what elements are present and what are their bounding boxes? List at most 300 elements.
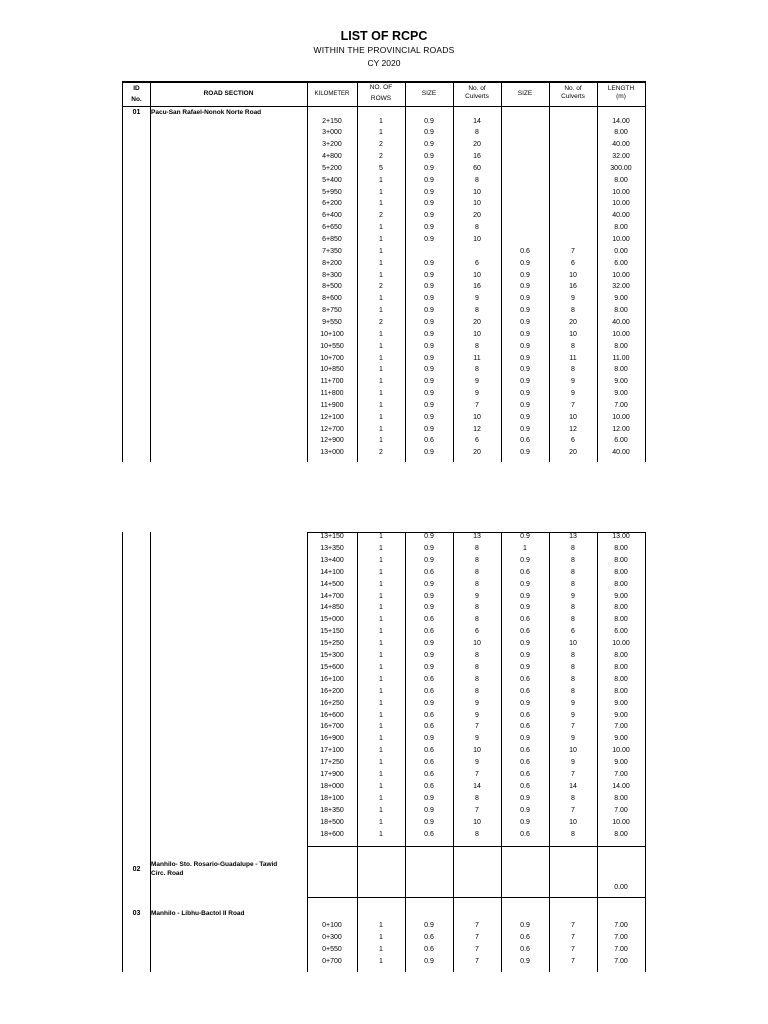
cell-rows: 1 (379, 390, 383, 398)
cell-kilometer: 11+800 (320, 390, 344, 398)
header-size-1: SIZE (421, 90, 437, 97)
cell-rows: 1 (379, 259, 383, 267)
cell-rows: 1 (379, 640, 383, 648)
column-divider (645, 81, 646, 462)
cell-culverts-1: 7 (475, 957, 479, 965)
cell-length: 12.00 (612, 425, 630, 433)
cell-length: 6.00 (614, 259, 628, 267)
cell-length: 8.00 (614, 652, 628, 659)
cell-rows: 1 (379, 818, 383, 826)
cell-kilometer: 13+400 (320, 556, 344, 564)
cell-size-2: 1 (523, 544, 527, 552)
cell-size-2: 0.9 (520, 806, 530, 814)
cell-size-1: 0.6 (424, 568, 434, 576)
cell-culverts-2: 8 (571, 687, 575, 695)
cell-culverts-2: 16 (569, 283, 577, 291)
cell-length: 14.00 (612, 782, 630, 790)
cell-rows: 1 (379, 652, 383, 659)
cell-size-2: 0.9 (520, 794, 530, 802)
cell-kilometer: 15+300 (320, 652, 344, 659)
cell-rows: 1 (379, 556, 383, 564)
cell-rows: 2 (379, 449, 383, 457)
cell-size-1: 0.9 (424, 176, 434, 184)
road-id-01: 01 (132, 109, 141, 116)
cell-length: 10.00 (612, 330, 630, 338)
cell-kilometer: 3+200 (322, 141, 342, 149)
cell-size-1: 0.9 (424, 413, 434, 421)
cell-size-1: 0.6 (424, 771, 434, 778)
column-divider (122, 81, 123, 462)
cell-culverts-1: 9 (475, 295, 479, 303)
road-id-03: 03 (132, 910, 141, 917)
cell-rows: 2 (379, 283, 383, 291)
cell-rows: 1 (379, 330, 383, 338)
cell-rows: 1 (379, 401, 383, 409)
section-divider (307, 846, 645, 847)
cell-kilometer: 5+950 (322, 188, 342, 196)
cell-size-1: 0.9 (424, 401, 434, 409)
cell-rows: 1 (379, 616, 383, 624)
cell-kilometer: 3+000 (322, 129, 342, 137)
cell-culverts-1: 8 (475, 652, 479, 659)
cell-culverts-2: 8 (571, 366, 575, 374)
cell-culverts-2: 13 (569, 533, 577, 540)
cell-rows: 1 (379, 687, 383, 695)
cell-length: 7.00 (614, 957, 628, 965)
cell-kilometer: 10+700 (320, 354, 344, 362)
cell-rows: 1 (379, 794, 383, 802)
column-divider (645, 532, 646, 972)
cell-size-2: 0.9 (520, 922, 530, 929)
cell-culverts-1: 20 (473, 318, 481, 326)
cell-size-1: 0.9 (424, 236, 434, 243)
cell-size-1: 0.9 (424, 592, 434, 600)
cell-size-2: 0.9 (520, 957, 530, 965)
cell-size-2: 0.6 (520, 247, 530, 255)
cell-size-1: 0.9 (424, 318, 434, 326)
cell-kilometer: 16+700 (320, 723, 344, 731)
cell-size-1: 0.9 (424, 533, 434, 540)
cell-culverts-2: 9 (571, 699, 575, 707)
cell-kilometer: 6+400 (322, 212, 342, 220)
cell-culverts-1: 10 (473, 747, 481, 755)
cell-culverts-1: 8 (475, 675, 479, 683)
cell-rows: 1 (379, 723, 383, 731)
header-bottom-border (122, 106, 645, 107)
cell-kilometer: 16+900 (320, 735, 344, 743)
cell-rows: 1 (379, 782, 383, 790)
cell-length: 9.00 (614, 295, 628, 303)
cell-culverts-1: 10 (473, 413, 481, 421)
cell-length: 10.00 (612, 188, 630, 196)
cell-culverts-2: 8 (571, 580, 575, 588)
cell-size-2: 0.9 (520, 318, 530, 326)
cell-size-1: 0.6 (424, 759, 434, 767)
cell-rows: 1 (379, 342, 383, 350)
cell-culverts-2: 6 (571, 437, 575, 445)
cell-culverts-1: 10 (473, 330, 481, 338)
cell-culverts-2: 10 (569, 747, 577, 755)
cell-kilometer: 14+100 (320, 568, 344, 576)
cell-size-2: 0.6 (520, 830, 530, 838)
cell-culverts-1: 8 (475, 830, 479, 838)
cell-kilometer: 4+800 (322, 153, 342, 161)
cell-culverts-1: 9 (475, 759, 479, 767)
cell-length: 9.00 (614, 711, 628, 719)
cell-length: 6.00 (614, 437, 628, 445)
cell-rows: 1 (379, 628, 383, 636)
cell-culverts-1: 7 (475, 933, 479, 941)
cell-kilometer: 13+000 (320, 449, 344, 457)
cell-culverts-2: 8 (571, 830, 575, 838)
cell-length: 8.00 (614, 663, 628, 671)
cell-size-1: 0.9 (424, 188, 434, 196)
cell-kilometer: 8+500 (322, 283, 342, 291)
cell-size-2: 0.6 (520, 687, 530, 695)
cell-size-1: 0.6 (424, 723, 434, 731)
cell-rows: 1 (379, 568, 383, 576)
road-name-02: Manhilo- Sto. Rosario-Guadalupe - Tawid Circ. Road (151, 861, 278, 877)
cell-length: 8.00 (614, 568, 628, 576)
cell-culverts-1: 7 (475, 723, 479, 731)
cell-length: 7.00 (614, 945, 628, 953)
column-divider (122, 532, 123, 972)
cell-culverts-1: 6 (475, 628, 479, 636)
cell-rows: 1 (379, 176, 383, 184)
cell-size-1: 0.9 (424, 544, 434, 552)
cell-length: 7.00 (614, 771, 628, 778)
cell-rows: 5 (379, 164, 383, 172)
cell-size-1: 0.9 (424, 307, 434, 315)
cell-size-1: 0.6 (424, 437, 434, 445)
cell-culverts-1: 14 (473, 117, 481, 125)
cell-size-1: 0.9 (424, 354, 434, 362)
cell-size-1: 0.6 (424, 945, 434, 953)
cell-length: 300.00 (610, 164, 632, 172)
cell-rows: 1 (379, 378, 383, 386)
cell-rows: 1 (379, 437, 383, 445)
cell-kilometer: 11+900 (320, 401, 344, 409)
cell-size-2: 0.9 (520, 425, 530, 433)
cell-size-1: 0.9 (424, 806, 434, 814)
cell-size-2: 0.9 (520, 401, 530, 409)
header-culverts-1: No. of Culverts (465, 85, 489, 100)
cell-size-1: 0.9 (424, 390, 434, 398)
cell-culverts-1: 8 (475, 663, 479, 671)
cell-length: 9.00 (614, 378, 628, 386)
cell-rows: 1 (379, 922, 383, 929)
cell-kilometer: 16+100 (320, 675, 344, 683)
cell-culverts-2: 11 (569, 354, 577, 362)
cell-culverts-1: 10 (473, 640, 481, 648)
cell-length: 8.00 (614, 616, 628, 624)
cell-rows: 1 (379, 933, 383, 941)
cell-rows: 1 (379, 236, 383, 243)
cell-kilometer: 10+850 (320, 366, 344, 374)
cell-culverts-1: 8 (475, 307, 479, 315)
cell-culverts-1: 10 (473, 188, 481, 196)
cell-length: 8.00 (614, 556, 628, 564)
cell-size-2: 0.6 (520, 568, 530, 576)
cell-rows: 2 (379, 318, 383, 326)
cell-rows: 1 (379, 747, 383, 755)
header-road-section: ROAD SECTION (203, 90, 254, 97)
cell-size-2: 0.9 (520, 330, 530, 338)
cell-culverts-1: 8 (475, 224, 479, 232)
cell-length: 40.00 (612, 212, 630, 220)
cell-kilometer: 12+700 (320, 425, 344, 433)
cell-length: 10.00 (612, 200, 630, 208)
cell-size-1: 0.9 (424, 117, 434, 125)
cell-kilometer: 15+600 (320, 663, 344, 671)
cell-culverts-2: 9 (571, 735, 575, 743)
cell-culverts-1: 9 (475, 711, 479, 719)
cell-length: 14.00 (612, 117, 630, 125)
cell-rows: 1 (379, 544, 383, 552)
cell-culverts-1: 8 (475, 604, 479, 612)
cell-rows: 1 (379, 945, 383, 953)
cell-size-2: 0.9 (520, 259, 530, 267)
cell-length: 8.00 (614, 675, 628, 683)
cell-kilometer: 17+250 (320, 759, 344, 767)
cell-length: 8.00 (614, 580, 628, 588)
cell-size-2: 0.6 (520, 628, 530, 636)
cell-size-2: 0.9 (520, 366, 530, 374)
cell-size-1: 0.9 (424, 818, 434, 826)
cell-culverts-2: 9 (571, 592, 575, 600)
cell-kilometer: 14+850 (320, 604, 344, 612)
cell-culverts-2: 8 (571, 675, 575, 683)
cell-culverts-1: 20 (473, 141, 481, 149)
cell-culverts-1: 7 (475, 945, 479, 953)
header-no-of-rows: NO. OF ROWS (369, 84, 393, 102)
cell-culverts-2: 8 (571, 663, 575, 671)
cell-kilometer: 12+900 (320, 437, 344, 445)
cell-culverts-1: 7 (475, 806, 479, 814)
cell-kilometer: 11+700 (320, 378, 344, 386)
cell-rows: 1 (379, 129, 383, 137)
cell-culverts-2: 7 (571, 771, 575, 778)
cell-length: 9.00 (614, 390, 628, 398)
cell-kilometer: 8+200 (322, 259, 342, 267)
cell-size-1: 0.9 (424, 425, 434, 433)
page-subtitle: WITHIN THE PROVINCIAL ROADS (313, 45, 455, 55)
cell-length: 7.00 (614, 723, 628, 731)
cell-rows: 2 (379, 212, 383, 220)
cell-size-2: 0.9 (520, 295, 530, 303)
cell-length: 8.00 (614, 129, 628, 137)
column-divider (150, 81, 151, 462)
cell-rows: 2 (379, 141, 383, 149)
cell-kilometer: 15+250 (320, 640, 344, 648)
cell-culverts-1: 7 (475, 401, 479, 409)
cell-kilometer: 16+250 (320, 699, 344, 707)
cell-kilometer: 18+000 (320, 782, 344, 790)
cell-kilometer: 13+350 (320, 544, 344, 552)
cell-size-2: 0.6 (520, 723, 530, 731)
cell-kilometer: 18+350 (320, 806, 344, 814)
cell-size-2: 0.9 (520, 640, 530, 648)
cell-culverts-1: 9 (475, 699, 479, 707)
cell-kilometer: 5+400 (322, 176, 342, 184)
header-length: LENGTH (m) (607, 85, 635, 100)
header-id: ID No. (131, 85, 142, 103)
cell-size-2: 0.9 (520, 556, 530, 564)
cell-size-2: 0.9 (520, 652, 530, 659)
cell-culverts-2: 12 (569, 425, 577, 433)
cell-kilometer: 0+300 (322, 933, 342, 941)
cell-size-2: 0.6 (520, 759, 530, 767)
cell-culverts-1: 10 (473, 200, 481, 208)
cell-size-2: 0.9 (520, 449, 530, 457)
cell-length: 8.00 (614, 830, 628, 838)
cell-rows: 1 (379, 224, 383, 232)
cell-size-1: 0.9 (424, 449, 434, 457)
cell-length: 32.00 (612, 283, 630, 291)
cell-culverts-2: 7 (571, 723, 575, 731)
cell-size-2: 0.6 (520, 711, 530, 719)
cell-length: 6.00 (614, 628, 628, 636)
cell-culverts-2: 7 (571, 401, 575, 409)
cell-rows: 1 (379, 957, 383, 965)
cell-culverts-2: 8 (571, 604, 575, 612)
cell-size-2: 0.9 (520, 735, 530, 743)
cell-kilometer: 16+600 (320, 711, 344, 719)
cell-length: 7.00 (614, 933, 628, 941)
cell-length: 10.00 (612, 271, 630, 279)
cell-culverts-2: 10 (569, 413, 577, 421)
cell-kilometer: 15+000 (320, 616, 344, 624)
cell-length: 13.00 (612, 533, 630, 540)
cell-culverts-1: 8 (475, 342, 479, 350)
cell-culverts-1: 20 (473, 212, 481, 220)
cell-kilometer: 9+550 (322, 318, 342, 326)
cell-kilometer: 13+150 (320, 533, 344, 540)
cell-culverts-2: 9 (571, 390, 575, 398)
cell-length: 40.00 (612, 141, 630, 149)
cell-length: 32.00 (612, 153, 630, 161)
cell-length: 9.00 (614, 735, 628, 743)
cell-size-1: 0.9 (424, 164, 434, 172)
cell-length: 7.00 (614, 922, 628, 929)
cell-size-2: 0.6 (520, 771, 530, 778)
cell-size-2: 0.9 (520, 604, 530, 612)
cell-rows: 1 (379, 711, 383, 719)
cell-size-2: 0.6 (520, 616, 530, 624)
cell-size-1: 0.9 (424, 141, 434, 149)
cell-culverts-1: 10 (473, 818, 481, 826)
cell-rows: 1 (379, 271, 383, 279)
cell-kilometer: 14+700 (320, 592, 344, 600)
header-kilometer: KILOMETER (314, 91, 350, 97)
cell-rows: 1 (379, 425, 383, 433)
cell-length: 8.00 (614, 366, 628, 374)
page-year: CY 2020 (367, 58, 401, 68)
cell-size-1: 0.9 (424, 259, 434, 267)
cell-culverts-1: 10 (473, 236, 481, 243)
cell-size-2: 0.6 (520, 437, 530, 445)
cell-culverts-1: 7 (475, 771, 479, 778)
cell-rows: 1 (379, 663, 383, 671)
cell-size-1: 0.9 (424, 378, 434, 386)
cell-size-2: 0.9 (520, 378, 530, 386)
cell-length: 11.00 (612, 354, 630, 362)
cell-culverts-2: 9 (571, 295, 575, 303)
cell-size-2: 0.9 (520, 271, 530, 279)
cell-size-1: 0.6 (424, 675, 434, 683)
cell-culverts-1: 8 (475, 616, 479, 624)
cell-size-2: 0.9 (520, 533, 530, 540)
cell-culverts-1: 8 (475, 580, 479, 588)
cell-culverts-1: 9 (475, 390, 479, 398)
cell-culverts-1: 9 (475, 592, 479, 600)
cell-length: 10.00 (612, 413, 630, 421)
cell-rows: 1 (379, 533, 383, 540)
cell-culverts-1: 12 (473, 425, 481, 433)
cell-size-1: 0.9 (424, 556, 434, 564)
cell-culverts-2: 9 (571, 378, 575, 386)
cell-size-2: 0.9 (520, 592, 530, 600)
cell-culverts-2: 20 (569, 449, 577, 457)
cell-culverts-2: 10 (569, 271, 577, 279)
cell-size-2: 0.9 (520, 699, 530, 707)
cell-length: 8.00 (614, 342, 628, 350)
cell-culverts-1: 8 (475, 794, 479, 802)
cell-size-1: 0.9 (424, 652, 434, 659)
cell-kilometer: 17+100 (320, 747, 344, 755)
cell-culverts-1: 8 (475, 176, 479, 184)
cell-size-2: 0.9 (520, 580, 530, 588)
cell-length: 10.00 (612, 747, 630, 755)
cell-size-2: 0.9 (520, 354, 530, 362)
cell-size-1: 0.9 (424, 663, 434, 671)
cell-culverts-2: 6 (571, 628, 575, 636)
cell-rows: 1 (379, 675, 383, 683)
cell-culverts-1: 6 (475, 437, 479, 445)
cell-culverts-2: 7 (571, 922, 575, 929)
cell-rows: 1 (379, 699, 383, 707)
cell-culverts-1: 13 (473, 533, 481, 540)
cell-culverts-1: 7 (475, 922, 479, 929)
cell-size-1: 0.9 (424, 604, 434, 612)
cell-culverts-2: 8 (571, 568, 575, 576)
cell-length: 8.00 (614, 176, 628, 184)
cell-size-1: 0.9 (424, 283, 434, 291)
cell-size-1: 0.9 (424, 580, 434, 588)
road-name-03: Manhilo - Libhu-Bactol II Road (151, 910, 245, 917)
cell-culverts-2: 8 (571, 307, 575, 315)
cell-kilometer: 12+100 (320, 413, 344, 421)
cell-length: 10.00 (612, 640, 630, 648)
cell-size-1: 0.6 (424, 830, 434, 838)
cell-kilometer: 6+850 (322, 236, 342, 243)
cell-rows: 1 (379, 806, 383, 814)
cell-culverts-2: 7 (571, 247, 575, 255)
cell-rows: 1 (379, 307, 383, 315)
cell-kilometer: 8+300 (322, 271, 342, 279)
cell-size-1: 0.9 (424, 735, 434, 743)
cell-culverts-1: 6 (475, 259, 479, 267)
cell-rows: 1 (379, 188, 383, 196)
cell-culverts-2: 10 (569, 330, 577, 338)
cell-size-2: 0.6 (520, 782, 530, 790)
cell-kilometer: 10+100 (320, 330, 344, 338)
header-size-2: SIZE (517, 90, 533, 97)
cell-size-2: 0.9 (520, 818, 530, 826)
cell-size-1: 0.6 (424, 628, 434, 636)
cell-culverts-2: 8 (571, 556, 575, 564)
cell-length: 10.00 (612, 236, 630, 243)
